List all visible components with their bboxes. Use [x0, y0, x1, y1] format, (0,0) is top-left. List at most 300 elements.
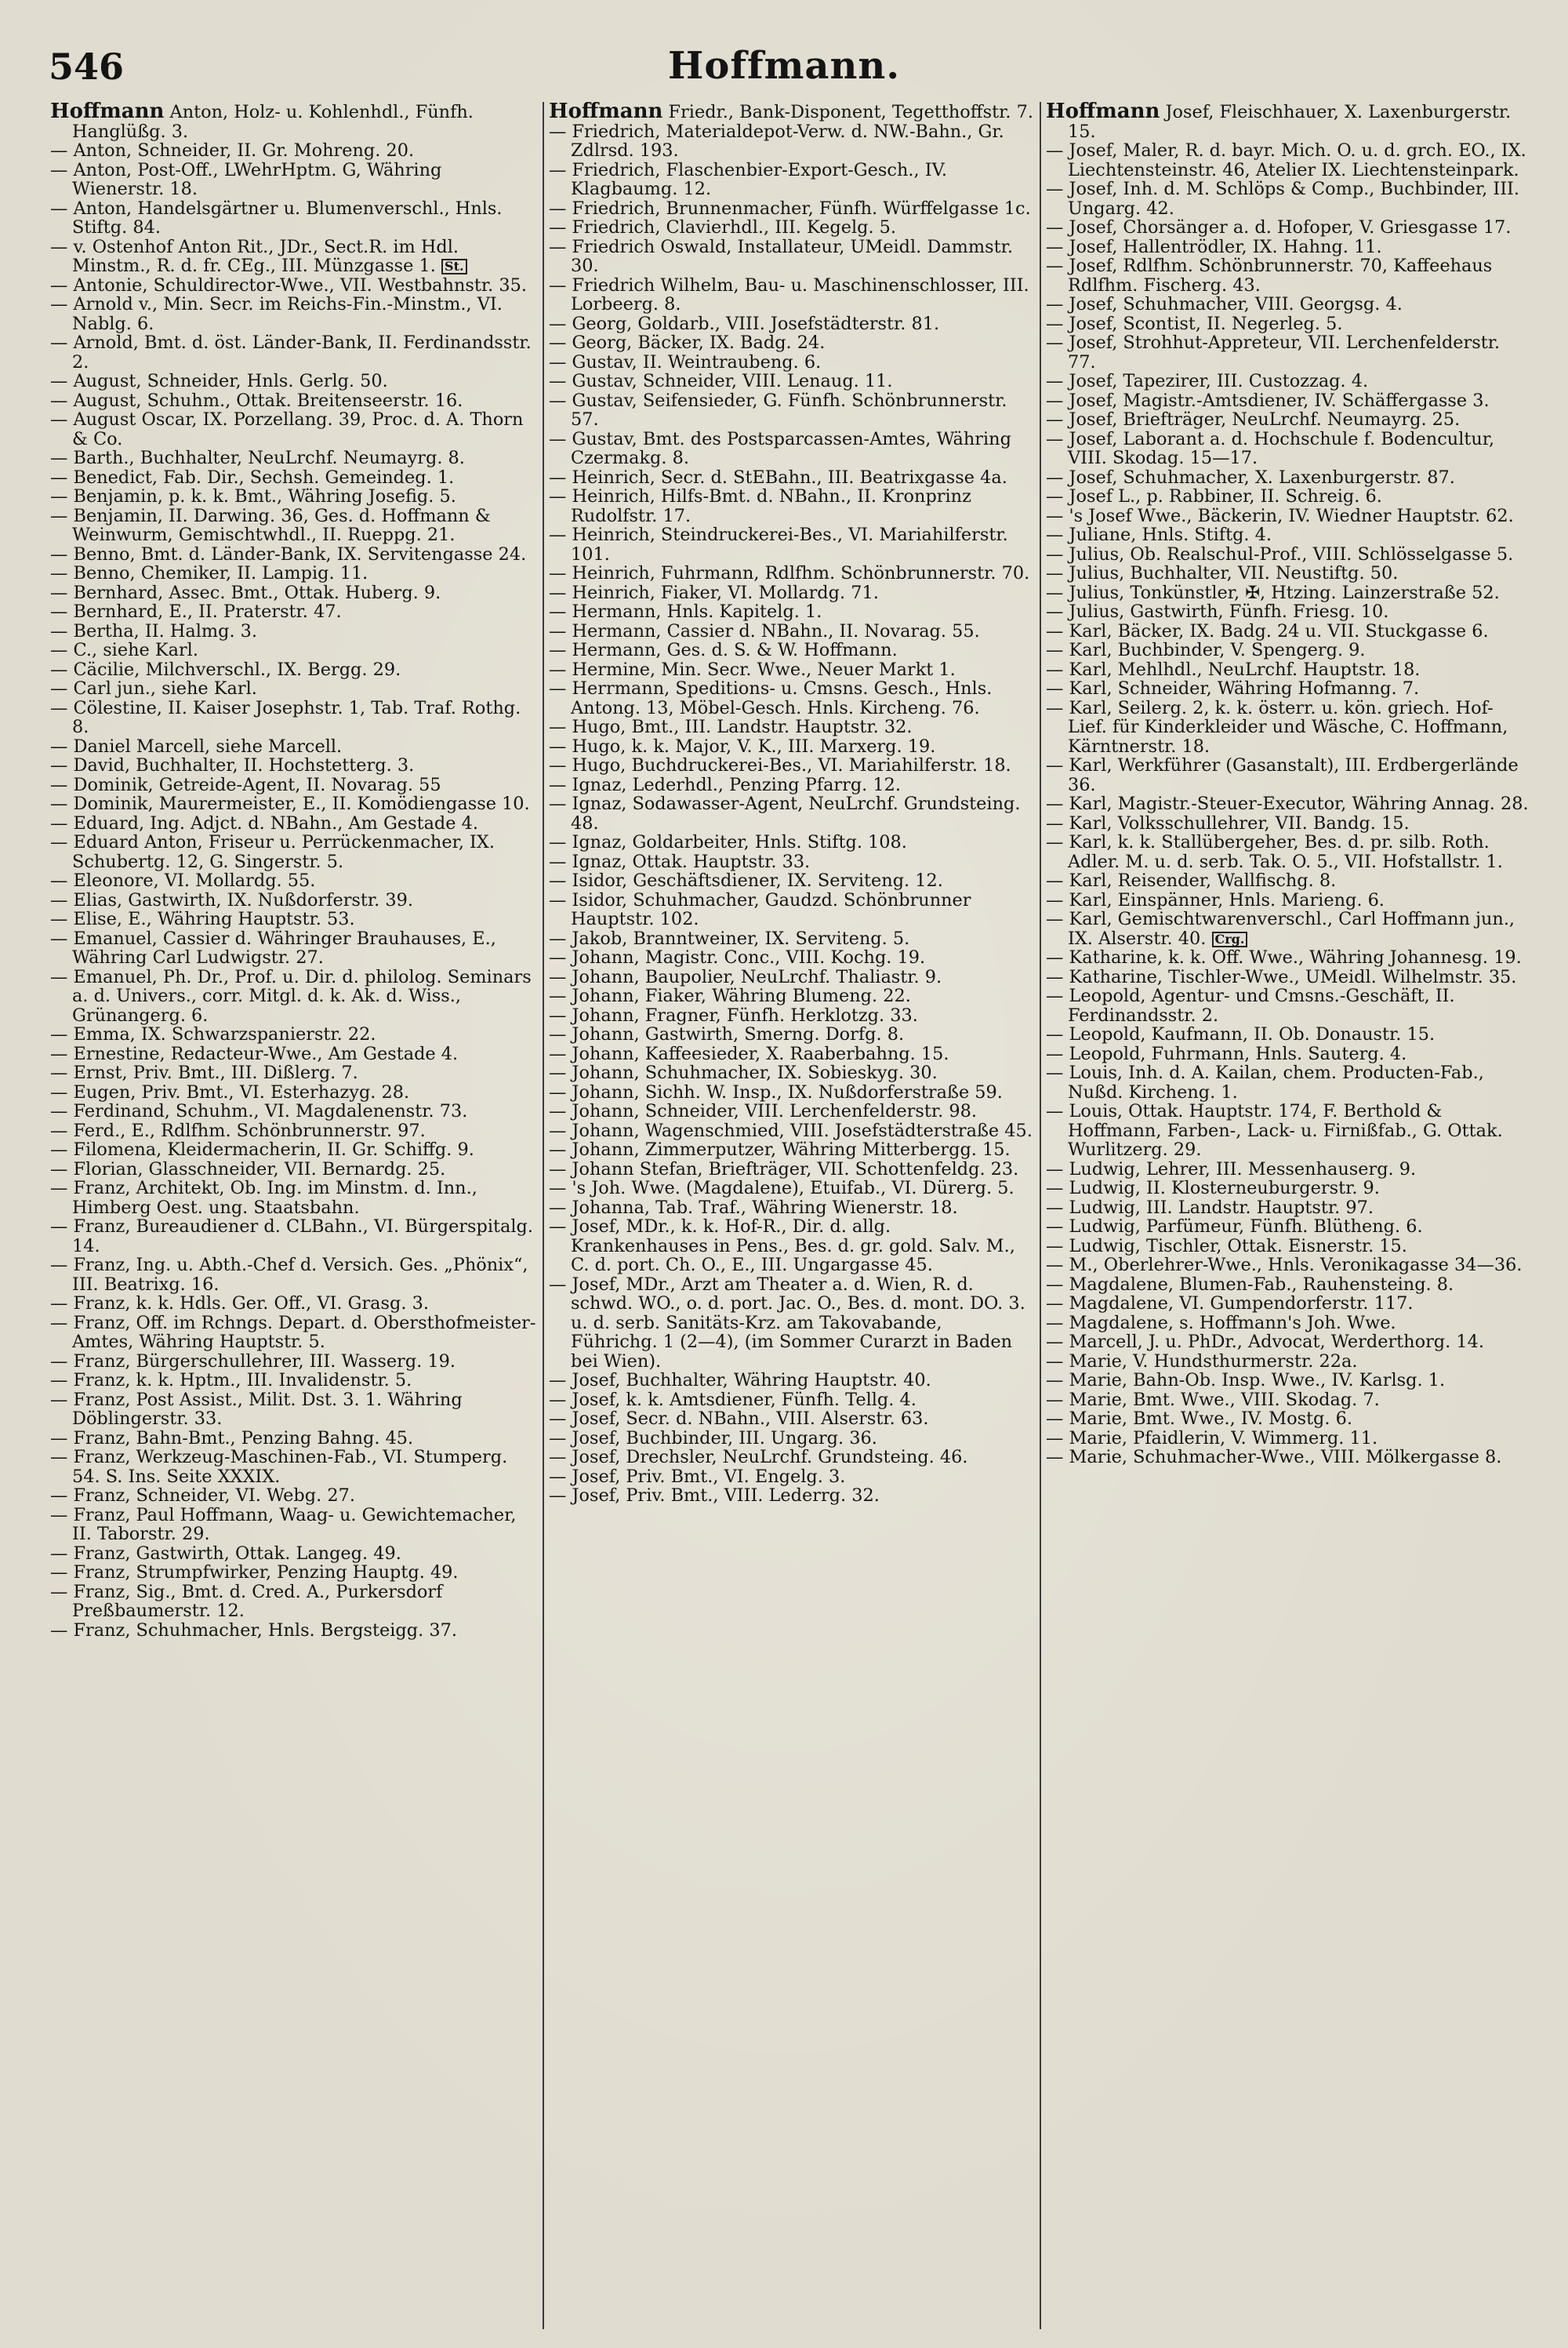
directory-entry — [549, 238, 1033, 276]
entry-text: — Anton, Handelsgärtner u. Blumenverschl., Hnls. Stiftg. 84. — [50, 198, 503, 238]
entry-text: — Karl, k. k. Stallübergeher, Bes. d. pr. silb. Roth. Adler. M. u. d. serb. Tak. O. 5., VII. Hofstallstr. 1. — [1046, 832, 1503, 872]
entry-text: — Benno, Chemiker, II. Lampig. 11. — [50, 563, 368, 583]
entry-text: — Daniel Marcell, siehe Marcell. — [50, 736, 343, 757]
entry-text: — C., siehe Karl. — [50, 640, 198, 660]
entry-text: — Ernestine, Redacteur-Wwe., Am Gestade 4. — [50, 1043, 459, 1064]
directory-entry — [50, 699, 536, 737]
entry-text: — Benjamin, II. Darwing. 36, Ges. d. Hoffmann & Weinwurm, Gemischtwhdl., II. Rueppg. 21. — [50, 505, 491, 545]
directory-entry — [50, 564, 536, 583]
entry-text: — Bernhard, E., II. Praterstr. 47. — [50, 602, 342, 622]
entry-text: — Hermann, Hnls. Kapitelg. 1. — [549, 602, 822, 622]
entry-text: — Franz, Architekt, Ob. Ing. im Minstm. d. Inn., Himberg Oest. ung. Staatsbahn. — [50, 1178, 477, 1218]
directory-entry — [1046, 1256, 1530, 1275]
directory-entry — [549, 794, 1033, 833]
directory-entry — [1046, 391, 1530, 411]
directory-entry — [549, 1160, 1033, 1179]
entry-text: — 's Joh. Wwe. (Magdalene), Etuifab., VI. Dürerg. 5. — [549, 1178, 1014, 1198]
directory-entry — [1046, 1102, 1530, 1160]
directory-entry — [549, 333, 1033, 353]
entry-text: — Franz, Schuhmacher, Hnls. Bergsteigg. 37. — [50, 1619, 457, 1641]
entry-text: — Marcell, J. u. PhDr., Advocat, Werderthorg. 14. — [1046, 1332, 1484, 1352]
directory-entry — [50, 1083, 536, 1103]
directory-entry — [50, 929, 536, 968]
entry-text: — Franz, Werkzeug-Maschinen-Fab., VI. Stumperg. 54. S. Ins. Seite XXXIX. — [50, 1447, 508, 1487]
directory-entry — [1046, 968, 1530, 987]
directory-entry — [1046, 583, 1530, 603]
directory-entry — [549, 622, 1033, 642]
directory-entry — [549, 1198, 1033, 1218]
directory-entry — [1046, 1390, 1530, 1410]
entry-text: — Eduard, Ing. Adjct. d. NBahn., Am Gestade 4. — [50, 812, 478, 834]
directory-entry — [549, 102, 1033, 122]
entry-text: — Franz, Strumpfwirker, Penzing Hauptg. 49. — [50, 1562, 459, 1583]
entry-text: — Josef, Drechsler, NeuLrchf. Grundsteing. 46. — [549, 1447, 968, 1467]
entry-text: — Johanna, Tab. Traf., Währing Wienerstr. 18. — [549, 1197, 958, 1218]
directory-entry — [549, 891, 1033, 929]
directory-entry — [1046, 238, 1530, 257]
entry-text: — Heinrich, Hilfs-Bmt. d. NBahn., II. Kronprinz Rudolfstr. 17. — [549, 486, 971, 526]
entry-text: — Emanuel, Ph. Dr., Prof. u. Dir. d. philolog. Seminars a. d. Univers., corr. Mitgl. d. k. Ak. d. Wiss., Grünangerg. 6. — [50, 966, 532, 1026]
entry-text: — Friedrich Wilhelm, Bau- u. Maschinenschlosser, III. Lorbeerg. 8. — [549, 274, 1029, 314]
entry-text: — Heinrich, Steindruckerei-Bes., VI. Mariahilferstr. 101. — [549, 525, 1008, 565]
entry-text: — Juliane, Hnls. Stiftg. 4. — [1046, 525, 1272, 545]
entry-text: — Georg, Goldarb., VIII. Josefstädterstr. 81. — [549, 313, 940, 334]
directory-entry — [1046, 1448, 1530, 1467]
directory-entry — [549, 929, 1033, 949]
entry-text: — Anton, Post-Off., LWehrHptm. G, Währing Wienerstr. 18. — [50, 159, 442, 199]
directory-entry — [549, 679, 1033, 718]
entry-text: — Cölestine, II. Kaiser Josephstr. 1, Tab. Traf. Rothg. 8. — [50, 697, 521, 737]
directory-entry — [1046, 545, 1530, 565]
entry-text: — Hermine, Min. Secr. Wwe., Neuer Markt 1. — [549, 659, 956, 680]
entry-text: — Julius, Tonkünstler, ✠, Htzing. Lainzerstraße 52. — [1046, 582, 1500, 603]
entry-text: — Karl, Bäcker, IX. Badg. 24 u. VII. Stuckgasse 6. — [1046, 620, 1489, 642]
directory-entry — [50, 679, 536, 699]
entry-text: — Josef, Magistr.-Amtsdiener, IV. Schäffergasse 3. — [1046, 390, 1490, 411]
entry-text: — Ludwig, II. Klosterneuburgerstr. 9. — [1046, 1178, 1380, 1198]
entry-text: — Magdalene, Blumen-Fab., Rauhensteing. 8. — [1046, 1274, 1454, 1295]
directory-entry — [50, 660, 536, 680]
entry-text: — Arnold, Bmt. d. öst. Länder-Bank, II. Ferdinandsstr. 2. — [50, 333, 532, 373]
directory-entry — [549, 1063, 1033, 1083]
directory-entry — [549, 1006, 1033, 1026]
directory-entry — [549, 871, 1033, 891]
directory-entry — [1046, 756, 1530, 794]
directory-entry — [50, 372, 536, 391]
entry-text: Josef, Fleischhauer, X. Laxenburgerstr. 15. — [1068, 102, 1512, 142]
entry-text: — Eleonore, VI. Mollardg. 55. — [50, 871, 316, 891]
surname-heading: Hoffmann — [549, 102, 663, 123]
entry-text: — Franz, Ing. u. Abth.-Chef d. Versich. Ges. „Phönix“, III. Beatrixg. 16. — [50, 1255, 528, 1295]
entry-text: — Isidor, Geschäftsdiener, IX. Serviteng. 12. — [549, 871, 943, 891]
directory-entry — [549, 1467, 1033, 1487]
entry-text: — Carl jun., siehe Karl. — [50, 678, 257, 699]
directory-entry — [1046, 641, 1530, 660]
directory-entry — [1046, 1429, 1530, 1448]
directory-entry — [50, 1063, 536, 1083]
directory-entry — [50, 1544, 536, 1564]
directory-entry — [50, 910, 536, 929]
entry-text: — Josef, Strohhut-Appreteur, VII. Lerchenfelderstr. 77. — [1046, 333, 1501, 373]
directory-entry — [1046, 891, 1530, 910]
entry-text: — Isidor, Schuhmacher, Gaudzd. Schönbrunner Hauptstr. 102. — [549, 889, 971, 929]
directory-entry — [50, 833, 536, 871]
entry-text: — Hugo, Buchdruckerei-Bes., VI. Mariahilferstr. 18. — [549, 755, 1011, 776]
entry-text: — Elias, Gastwirth, IX. Nußdorferstr. 39. — [50, 889, 413, 910]
directory-entry — [1046, 1045, 1530, 1064]
directory-entry — [50, 507, 536, 545]
directory-entry — [50, 199, 536, 238]
entry-text: — Friedrich, Materialdepot-Verw. d. NW.-Bahn., Gr. Zdlrsd. 193. — [549, 121, 1004, 161]
directory-entry — [50, 641, 536, 660]
directory-entry — [1046, 602, 1530, 622]
entry-text: — Benedict, Fab. Dir., Sechsh. Gemeindeg. 1. — [50, 467, 455, 488]
directory-entry — [549, 430, 1033, 468]
entry-text: — Ludwig, III. Landstr. Hauptstr. 97. — [1046, 1197, 1374, 1218]
directory-entry — [1046, 1217, 1530, 1237]
directory-entry — [1046, 1160, 1530, 1179]
directory-entry — [1046, 372, 1530, 391]
directory-entry — [549, 833, 1033, 852]
entry-text: — Karl, Seilerg. 2, k. k. österr. u. kön. griech. Hof-Lief. für Kinderkleider und Wäsche, C. Hoffmann, Kärntnerstr. 18. — [1046, 697, 1508, 757]
directory-entry — [549, 1179, 1033, 1198]
directory-entry — [50, 871, 536, 891]
entry-text: — August, Schuhm., Ottak. Breitenseerstr. 16. — [50, 390, 463, 411]
entry-text: — Louis, Ottak. Hauptstr. 174, F. Berthold & Hoffmann, Farben-, Lack- u. Firnißfab., G. Ottak. Wurlitzerg. 29. — [1046, 1101, 1503, 1160]
column-right — [1040, 102, 1537, 2329]
entry-text: — Karl, Magistr.-Steuer-Executor, Währing Annag. 28. — [1046, 794, 1529, 814]
directory-entry — [50, 968, 536, 1026]
directory-entry — [50, 1448, 536, 1486]
entry-text: — Johann, Wagenschmied, VIII. Josefstädterstraße 45. — [549, 1120, 1033, 1141]
directory-entry — [549, 1448, 1033, 1467]
directory-entry — [549, 1025, 1033, 1045]
entry-text: — Josef, Schuhmacher, VIII. Georgsg. 4. — [1046, 294, 1403, 314]
directory-entry — [549, 660, 1033, 680]
directory-entry — [50, 141, 536, 161]
page-number: 546 — [49, 45, 125, 88]
entry-text: — Gustav, Bmt. des Postsparcassen-Amtes, Währing Czermakg. 8. — [549, 428, 1011, 468]
column-middle — [543, 102, 1040, 2329]
entry-text: — Bertha, II. Halmg. 3. — [50, 620, 258, 642]
entry-text: — Gustav, Schneider, VIII. Lenaug. 11. — [549, 371, 893, 391]
directory-entry — [50, 1352, 536, 1372]
entry-text: — Hugo, k. k. Major, V. K., III. Marxerg. 19. — [549, 736, 936, 757]
entry-text: — Marie, Pfaidlerin, V. Wimmerg. 11. — [1046, 1427, 1378, 1448]
entry-text: — Josef, k. k. Amtsdiener, Fünfh. Tellg. 4. — [549, 1389, 916, 1410]
entry-text: — Josef, MDr., k. k. Hof-R., Dir. d. allg. Krankenhauses in Pens., Bes. d. gr. gold. Salv. M., C. d. port. Ch. O., E., III. Ungargasse 45. — [549, 1216, 1015, 1275]
entry-text: — Heinrich, Fuhrmann, Rdlfhm. Schönbrunnerstr. 70. — [549, 563, 1030, 583]
entry-text: — Emanuel, Cassier d. Währinger Brauhauses, E., Währing Carl Ludwigstr. 27. — [50, 928, 496, 968]
entry-text: — Dominik, Maurermeister, E., II. Komödiengasse 10. — [50, 794, 530, 814]
directory-entry — [549, 852, 1033, 872]
directory-entry — [549, 1217, 1033, 1275]
entry-text: — Josef, Hallentrödler, IX. Hahng. 11. — [1046, 236, 1382, 257]
entry-text: — 's Josef Wwe., Bäckerin, IV. Wiedner Hauptstr. 62. — [1046, 505, 1514, 526]
directory-entry — [50, 1563, 536, 1583]
entry-text: — Karl, Buchbinder, V. Spengerg. 9. — [1046, 640, 1366, 660]
directory-entry — [549, 468, 1033, 488]
directory-entry — [50, 583, 536, 603]
directory-entry — [50, 1179, 536, 1217]
directory-entry — [1046, 814, 1530, 834]
entry-text: — M., Oberlehrer-Wwe., Hnls. Veronikagasse 34—36. — [1046, 1255, 1523, 1275]
directory-entry — [50, 814, 536, 834]
entry-text: — Karl, Mehlhdl., NeuLrchf. Hauptstr. 18. — [1046, 659, 1421, 680]
directory-entry — [1046, 1063, 1530, 1102]
directory-entry — [549, 968, 1033, 987]
directory-entry — [50, 1045, 536, 1064]
entry-text: — Gustav, Seifensieder, G. Fünfh. Schönbrunnerstr. 57. — [549, 390, 1007, 430]
directory-entry — [1046, 507, 1530, 526]
directory-entry — [549, 756, 1033, 776]
entry-text: — Barth., Buchhalter, NeuLrchf. Neumayrg. 8. — [50, 448, 465, 468]
directory-entry — [549, 564, 1033, 583]
entry-text: — Friedrich, Brunnenmacher, Fünfh. Würffelgasse 1c. — [549, 198, 1031, 219]
entry-text: — Karl, Reisender, Wallfischg. 8. — [1046, 871, 1337, 891]
entry-text: — Eugen, Priv. Bmt., VI. Esterhazyg. 28. — [50, 1081, 410, 1103]
directory-entry — [1046, 1409, 1530, 1429]
directory-entry — [1046, 102, 1530, 141]
entry-text: — Josef, Inh. d. M. Schlöps & Comp., Buchbinder, III. Ungarg. 42. — [1046, 179, 1519, 219]
directory-entry — [50, 1140, 536, 1160]
directory-entry — [549, 1409, 1033, 1429]
entry-text: — Franz, Bureaudiener d. CLBahn., VI. Bürgerspitalg. 14. — [50, 1216, 534, 1256]
column-left — [45, 102, 543, 2329]
directory-entry — [50, 545, 536, 565]
directory-entry — [50, 1160, 536, 1179]
directory-entry — [1046, 871, 1530, 891]
directory-entry — [50, 468, 536, 488]
entry-text: — Johann, Magistr. Conc., VIII. Kochg. 19. — [549, 947, 926, 968]
entry-text: — Josef L., p. Rabbiner, II. Schreig. 6. — [1046, 486, 1382, 507]
directory-entry — [1046, 487, 1530, 507]
directory-entry — [50, 1429, 536, 1448]
entry-text: — Bernhard, Assec. Bmt., Ottak. Huberg. 9. — [50, 582, 441, 603]
surname-heading: Hoffmann — [50, 102, 165, 123]
entry-text: — Josef, Secr. d. NBahn., VIII. Alserstr. 63. — [549, 1408, 929, 1429]
directory-entry — [1046, 410, 1530, 430]
entry-text: — Karl, Volksschullehrer, VII. Bandg. 15. — [1046, 812, 1410, 834]
entry-text: — Katharine, Tischler-Wwe., UMeidl. Wilhelmstr. 35. — [1046, 966, 1517, 987]
entry-text: — Johann, Sichh. W. Insp., IX. Nußdorferstraße 59. — [549, 1081, 1003, 1103]
entry-text: — Josef, Buchhalter, Währing Hauptstr. 40. — [549, 1370, 931, 1390]
entry-text: — Josef, Priv. Bmt., VI. Engelg. 3. — [549, 1466, 846, 1487]
entry-text: — Franz, k. k. Hptm., III. Invalidenstr. 5. — [50, 1370, 412, 1390]
entry-text: — Ignaz, Sodawasser-Agent, NeuLrchf. Grundsteing. 48. — [549, 794, 1021, 834]
entry-text: — Benno, Bmt. d. Länder-Bank, IX. Servitengasse 24. — [50, 543, 527, 565]
directory-entry — [1046, 1314, 1530, 1333]
directory-entry — [1046, 833, 1530, 871]
entry-text: — Ferd., E., Rdlfhm. Schönbrunnerstr. 97. — [50, 1120, 426, 1141]
entry-text: — Dominik, Getreide-Agent, II. Novarag. 55 — [50, 774, 441, 795]
directory-entry — [549, 718, 1033, 737]
entry-text: — Friedrich Oswald, Installateur, UMeidl. Dammstr. 30. — [549, 236, 1013, 276]
entry-text: — Josef, Chorsänger a. d. Hofoper, V. Griesgasse 17. — [1046, 217, 1512, 238]
entry-text: — Gustav, II. Weintraubeng. 6. — [549, 351, 822, 373]
entry-text: — August, Schneider, Hnls. Gerlg. 50. — [50, 371, 388, 391]
directory-entry — [50, 1217, 536, 1256]
directory-entry — [1046, 180, 1530, 218]
entry-text: — Josef, Rdlfhm. Schönbrunnerstr. 70, Kaffeehaus Rdlfhm. Fischerg. 43. — [1046, 256, 1493, 296]
directory-entry — [1046, 564, 1530, 583]
entry-text: — Cäcilie, Milchverschl., IX. Bergg. 29. — [50, 659, 401, 680]
directory-entry — [1046, 1179, 1530, 1198]
directory-entry — [1046, 794, 1530, 814]
entry-text: — Karl, Werkführer (Gasanstalt), III. Erdbergerlände 36. — [1046, 755, 1519, 795]
directory-entry — [1046, 1198, 1530, 1218]
entry-text: — Franz, Off. im Rchngs. Depart. d. Obersthofmeister-Amtes, Währing Hauptstr. 5. — [50, 1312, 536, 1352]
directory-entry — [1046, 987, 1530, 1025]
directory-entry — [549, 641, 1033, 660]
entry-text: — Ignaz, Ottak. Hauptstr. 33. — [549, 851, 811, 872]
entry-text: — Louis, Inh. d. A. Kailan, chem. Producten-Fab., Nußd. Kircheng. 1. — [1046, 1063, 1484, 1103]
directory-entry — [549, 161, 1033, 199]
directory-entry — [1046, 1332, 1530, 1352]
directory-entry — [549, 737, 1033, 757]
entry-text: — Ludwig, Parfümeur, Fünfh. Blütheng. 6. — [1046, 1216, 1423, 1237]
entry-text: — Karl, Gemischtwarenverschl., Carl Hoffmann jun., IX. Alserstr. 40. — [1046, 909, 1515, 949]
directory-entry — [50, 1583, 536, 1621]
directory-entry — [50, 1256, 536, 1294]
directory-entry — [549, 372, 1033, 391]
entry-text: — Marie, Bmt. Wwe., IV. Mostg. 6. — [1046, 1408, 1352, 1429]
directory-entry — [50, 737, 536, 757]
entry-text: — Ernst, Priv. Bmt., III. Dißlerg. 7. — [50, 1063, 358, 1083]
entry-text: — Benjamin, p. k. k. Bmt., Währing Josefig. 5. — [50, 486, 456, 507]
directory-entry — [549, 1102, 1033, 1121]
entry-text: — Franz, Schneider, VI. Webg. 27. — [50, 1485, 355, 1506]
entry-text: — Franz, k. k. Hdls. Ger. Off., VI. Grasg. 3. — [50, 1293, 429, 1314]
directory-entry — [549, 1486, 1033, 1506]
running-head: Hoffmann. — [667, 44, 901, 88]
directory-entry — [1046, 679, 1530, 699]
directory-entry — [1046, 525, 1530, 545]
directory-entry — [549, 525, 1033, 564]
entry-text: — Julius, Buchhalter, VII. Neustiftg. 50. — [1046, 563, 1399, 583]
entry-text: — Magdalene, s. Hoffmann's Joh. Wwe. — [1046, 1312, 1396, 1333]
directory-entry — [50, 276, 536, 296]
directory-entry — [50, 794, 536, 814]
directory-entry — [1046, 314, 1530, 334]
directory-entry — [50, 1102, 536, 1121]
entry-text: — Elise, E., Währing Hauptstr. 53. — [50, 909, 355, 929]
directory-entry — [549, 314, 1033, 334]
directory-entry — [1046, 333, 1530, 372]
entry-text: — Johann, Zimmerputzer, Währing Mitterbergg. 15. — [549, 1139, 1011, 1160]
directory-entry — [549, 1121, 1033, 1141]
directory-entry — [50, 102, 536, 141]
entry-text: — Leopold, Kaufmann, II. Ob. Donaustr. 15. — [1046, 1024, 1436, 1045]
directory-entry — [549, 776, 1033, 795]
directory-entry — [1046, 468, 1530, 488]
entry-text: — Ignaz, Goldarbeiter, Hnls. Stiftg. 108. — [549, 832, 907, 852]
directory-entry — [549, 391, 1033, 430]
directory-entry — [549, 1275, 1033, 1372]
directory-entry — [1046, 141, 1530, 180]
directory-entry — [1046, 1025, 1530, 1045]
directory-entry — [549, 1371, 1033, 1390]
entry-text: — Leopold, Agentur- und Cmsns.-Geschäft, II. Ferdinandsstr. 2. — [1046, 986, 1455, 1026]
entry-text: — Friedrich, Clavierhdl., III. Kegelg. 5. — [549, 217, 897, 238]
entry-text: — Franz, Bürgerschullehrer, III. Wasserg. 19. — [50, 1350, 456, 1372]
entry-text: — Jakob, Branntweiner, IX. Serviteng. 5. — [549, 928, 910, 949]
entry-text: — Florian, Glasschneider, VII. Bernardg. 25. — [50, 1158, 446, 1179]
entry-text: — Anton, Schneider, II. Gr. Mohreng. 20. — [50, 140, 415, 161]
directory-entry — [1046, 1237, 1530, 1256]
entry-text: — Herrmann, Speditions- u. Cmsns. Gesch., Hnls. Antong. 13, Möbel-Gesch. Hnls. Kircheng. 76. — [549, 678, 993, 718]
directory-entry — [549, 487, 1033, 525]
directory-entry — [50, 1121, 536, 1141]
entry-text: — Marie, Bmt. Wwe., VIII. Skodag. 7. — [1046, 1389, 1380, 1410]
entry-text: — Johann, Schuhmacher, IX. Sobieskyg. 30. — [549, 1063, 938, 1083]
directory-entry — [549, 199, 1033, 219]
directory-entry — [549, 948, 1033, 968]
directory-entry — [549, 987, 1033, 1006]
entry-text: — Josef, Scontist, II. Negerleg. 5. — [1046, 313, 1343, 334]
directory-entry — [1046, 295, 1530, 314]
directory-entry — [1046, 256, 1530, 295]
directory-entry — [50, 449, 536, 468]
directory-entry — [50, 487, 536, 507]
entry-text: — Karl, Schneider, Währing Hofmanng. 7. — [1046, 678, 1420, 699]
directory-entry — [50, 1314, 536, 1352]
entry-text: — Georg, Bäcker, IX. Badg. 24. — [549, 333, 826, 353]
entry-text: — Marie, Bahn-Ob. Insp. Wwe., IV. Karlsg. 1. — [1046, 1370, 1446, 1390]
directory-entry — [50, 333, 536, 372]
entry-text: — Franz, Sig., Bmt. d. Cred. A., Purkersdorf Preßbaumerstr. 12. — [50, 1581, 443, 1621]
entry-text: — Heinrich, Fiaker, VI. Mollardg. 71. — [549, 582, 879, 603]
directory-entry — [1046, 218, 1530, 238]
directory-entry — [50, 756, 536, 776]
entry-text: — Johann, Kaffeesieder, X. Raaberbahng. 15. — [549, 1043, 949, 1064]
entry-text: — Johann, Fiaker, Währing Blumeng. 22. — [549, 986, 911, 1006]
directory-entry — [549, 276, 1033, 314]
directory-entry — [1046, 1275, 1530, 1295]
entry-text: — Heinrich, Secr. d. StEBahn., III. Beatrixgasse 4a. — [549, 467, 1007, 488]
directory-entry — [50, 1294, 536, 1314]
directory-entry — [50, 295, 536, 333]
entry-text: — Ludwig, Lehrer, III. Messenhauserg. 9. — [1046, 1158, 1417, 1179]
directory-entry — [549, 1083, 1033, 1103]
entry-text: — Johann Stefan, Briefträger, VII. Schottenfeldg. 23. — [549, 1158, 1019, 1179]
entry-text: — Arnold v., Min. Secr. im Reichs-Fin.-Minstm., VI. Nablg. 6. — [50, 294, 503, 334]
entry-text: — Ludwig, Tischler, Ottak. Eisnerstr. 15. — [1046, 1235, 1407, 1256]
directory-entry — [50, 1621, 536, 1641]
directory-entry — [50, 1025, 536, 1045]
entry-text: — v. Ostenhof Anton Rit., JDr., Sect.R. im Hdl. Minstm., R. d. fr. CEg., III. Münzgasse 1. — [50, 236, 459, 276]
entry-text: — Josef, Tapezirer, III. Custozzag. 4. — [1046, 371, 1369, 391]
directory-entry — [1046, 1371, 1530, 1390]
entry-text: — Franz, Bahn-Bmt., Penzing Bahng. 45. — [50, 1427, 414, 1448]
entry-text: — Johann, Gastwirth, Smerng. Dorfg. 8. — [549, 1024, 905, 1045]
directory-entry — [549, 602, 1033, 622]
directory-entry — [50, 602, 536, 622]
directory-entry — [1046, 622, 1530, 642]
directory-entry — [1046, 660, 1530, 680]
entry-text: — Antonie, Schuldirector-Wwe., VII. Westbahnstr. 35. — [50, 274, 527, 296]
entry-text: — Johann, Fragner, Fünfh. Herklotzg. 33. — [549, 1005, 918, 1026]
directory-entry — [1046, 1352, 1530, 1372]
directory-entry — [50, 238, 536, 276]
surname-heading: Hoffmann — [1046, 102, 1160, 123]
entry-text: Friedr., Bank-Disponent, Tegetthoffstr. 7. — [662, 102, 1033, 122]
directory-entry — [549, 218, 1033, 238]
entry-text: — Karl, Einspänner, Hnls. Marieng. 6. — [1046, 889, 1385, 910]
directory-entry — [1046, 910, 1530, 948]
telephone-symbol: Crg. — [1212, 932, 1248, 947]
entry-text: — Eduard Anton, Friseur u. Perrückenmacher, IX. Schubertg. 12, G. Singerstr. 5. — [50, 832, 495, 872]
